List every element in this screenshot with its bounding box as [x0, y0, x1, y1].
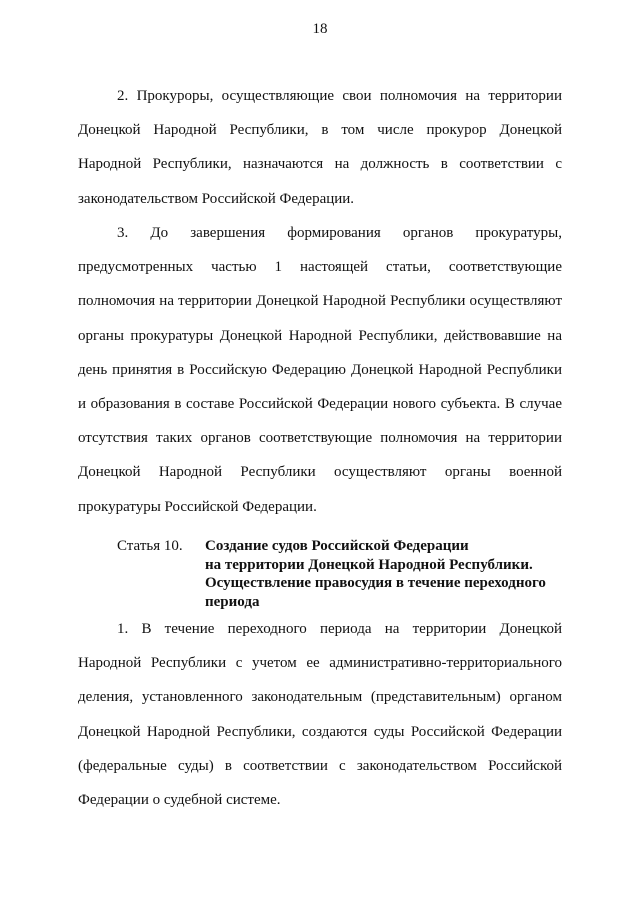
- paragraph-2: 2. Прокуроры, осуществляющие свои полномочия на территории Донецкой Народной Республики, в том числе прокурор Донецкой Народной Республики, назначаются на должность в соответствии с законодательством Российской Федерации.: [78, 88, 562, 207]
- article-title: [205, 537, 575, 611]
- article-paragraph-1: 1. В течение переходного периода на территории Донецкой Народной Республики с учетом ее административно-территориального деления, установленного законодательным (представительным) органом Донецкой Народной Республики, создаются суды Российской Федерации (федеральные суды) в соответствии с законодательством Российской Федерации о судебной системе.: [78, 621, 562, 809]
- article-title-line: Создание судов Российской Федерации: [205, 538, 469, 554]
- article-title-line: периода: [205, 593, 260, 610]
- article-title-line: на территории Донецкой Народной Республики.: [205, 556, 533, 573]
- article-label: Статья 10.: [117, 538, 183, 554]
- article-title-line: Осуществление правосудия в течение переходного: [205, 575, 546, 591]
- page-number: 18: [312, 21, 328, 37]
- paragraph-3: 3. До завершения формирования органов прокуратуры, предусмотренных частью 1 настоящей статьи, соответствующие полномочия на территории Донецкой Народной Республики осуществляют органы прокуратуры Донецкой Народной Республики, действовавшие на день принятия в Российскую Федерацию Донецкой Народной Республики и образования в составе Российской Федерации нового субъекта. В случае отсутствия таких органов соответствующие полномочия на территории Донецкой Народной Республики осуществляют органы военной прокуратуры Российской Федерации.: [78, 225, 562, 515]
